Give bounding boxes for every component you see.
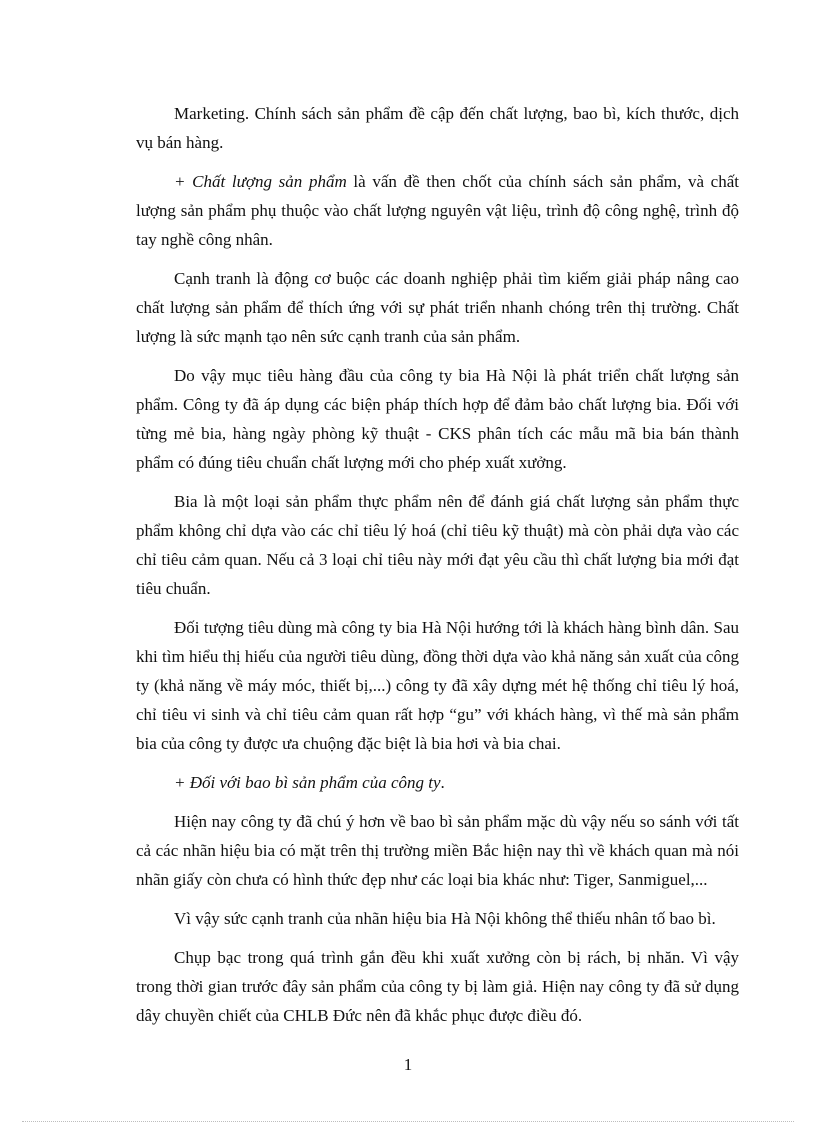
paragraph-text: Do vậy mục tiêu hàng đầu của công ty bia Hà Nội là phát triển chất lượng sản phẩm. Công ty đã áp dụng các biện pháp thích hợp để đảm bảo chất lượng bia. Đối với từng mẻ bia, hàng ngày phòng kỹ thuật - CKS phân tích các mẫu mã bia bán thành phẩm có đúng tiêu chuẩn chất lượng mới cho phép xuất xưởng. bbox=[136, 366, 739, 472]
paragraph-target-customers bbox=[136, 613, 739, 758]
paragraph-text: Hiện nay công ty đã chú ý hơn về bao bì sản phẩm mặc dù vậy nếu so sánh với tất cả các nhãn hiệu bia có mặt trên thị trường miền Bắc hiện nay thì về khách quan mà nói nhãn giấy còn chưa có hình thức đẹp như các loại bia khác như: Tiger, Sanmiguel,... bbox=[136, 812, 739, 889]
paragraph-text: Vì vậy sức cạnh tranh của nhãn hiệu bia Hà Nội không thể thiếu nhân tố bao bì. bbox=[174, 909, 716, 928]
paragraph-packaging-current bbox=[136, 807, 739, 894]
page-bottom-divider bbox=[22, 1121, 794, 1122]
paragraph-text: . bbox=[440, 773, 445, 792]
document-body bbox=[136, 99, 739, 1040]
paragraph-text: Đối tượng tiêu dùng mà công ty bia Hà Nội hướng tới là khách hàng bình dân. Sau khi tìm hiểu thị hiếu của người tiêu dùng, đồng thời dựa vào khả năng sản xuất của công ty (khả năng về máy móc, thiết bị,...) công ty đã xây dựng mét hệ thống chỉ tiêu lý hoá, chỉ tiêu vi sinh và chỉ tiêu cảm quan rất hợp “gu” với khách hàng, vì thế mà sản phẩm bia của công ty được ưa chuộng đặc biệt là bia hơi và bia chai. bbox=[136, 618, 739, 753]
paragraph-beer-criteria bbox=[136, 487, 739, 603]
paragraph-text: Marketing. Chính sách sản phẩm đề cập đến chất lượng, bao bì, kích thước, dịch vụ bán hàng. bbox=[136, 104, 739, 152]
page-number: 1 bbox=[403, 1055, 413, 1074]
paragraph-packaging-heading bbox=[136, 768, 739, 797]
paragraph-text: Cạnh tranh là động cơ buộc các doanh nghiệp phải tìm kiếm giải pháp nâng cao chất lượng sản phẩm để thích ứng với sự phát triển nhanh chóng trên thị trường. Chất lượng là sức mạnh tạo nên sức cạnh tranh của sản phẩm. bbox=[136, 269, 739, 346]
paragraph-bottling-line bbox=[136, 943, 739, 1030]
paragraph-company-goal bbox=[136, 361, 739, 477]
paragraph-text: Bia là một loại sản phẩm thực phẩm nên để đánh giá chất lượng sản phẩm thực phẩm không chỉ dựa vào các chỉ tiêu lý hoá (chỉ tiêu kỹ thuật) mà còn phải dựa vào các chỉ tiêu cảm quan. Nếu cả 3 loại chỉ tiêu này mới đạt yêu cầu thì chất lượng bia mới đạt tiêu chuẩn. bbox=[136, 492, 739, 598]
paragraph-product-quality bbox=[136, 167, 739, 254]
paragraph-text: Chụp bạc trong quá trình gắn đều khi xuất xưởng còn bị rách, bị nhăn. Vì vậy trong thời gian trước đây sản phẩm của công ty bị làm giả. Hiện nay công ty đã sử dụng dây chuyền chiết của CHLB Đức nên đã khắc phục được điều đó. bbox=[136, 948, 739, 1025]
paragraph-packaging-competitiveness bbox=[136, 904, 739, 933]
paragraph-competition bbox=[136, 264, 739, 351]
paragraph-text: là vấn đề then chốt của chính sách sản phẩm, và chất lượng sản phẩm phụ thuộc vào chất lượng nguyên vật liệu, trình độ công nghệ, trình độ tay nghề công nhân. bbox=[136, 172, 739, 249]
paragraph-marketing-policy bbox=[136, 99, 739, 157]
paragraph-lead-italic: + Đối với bao bì sản phẩm của công ty bbox=[174, 773, 441, 792]
paragraph-lead-italic: + Chất lượng sản phẩm bbox=[174, 172, 347, 191]
